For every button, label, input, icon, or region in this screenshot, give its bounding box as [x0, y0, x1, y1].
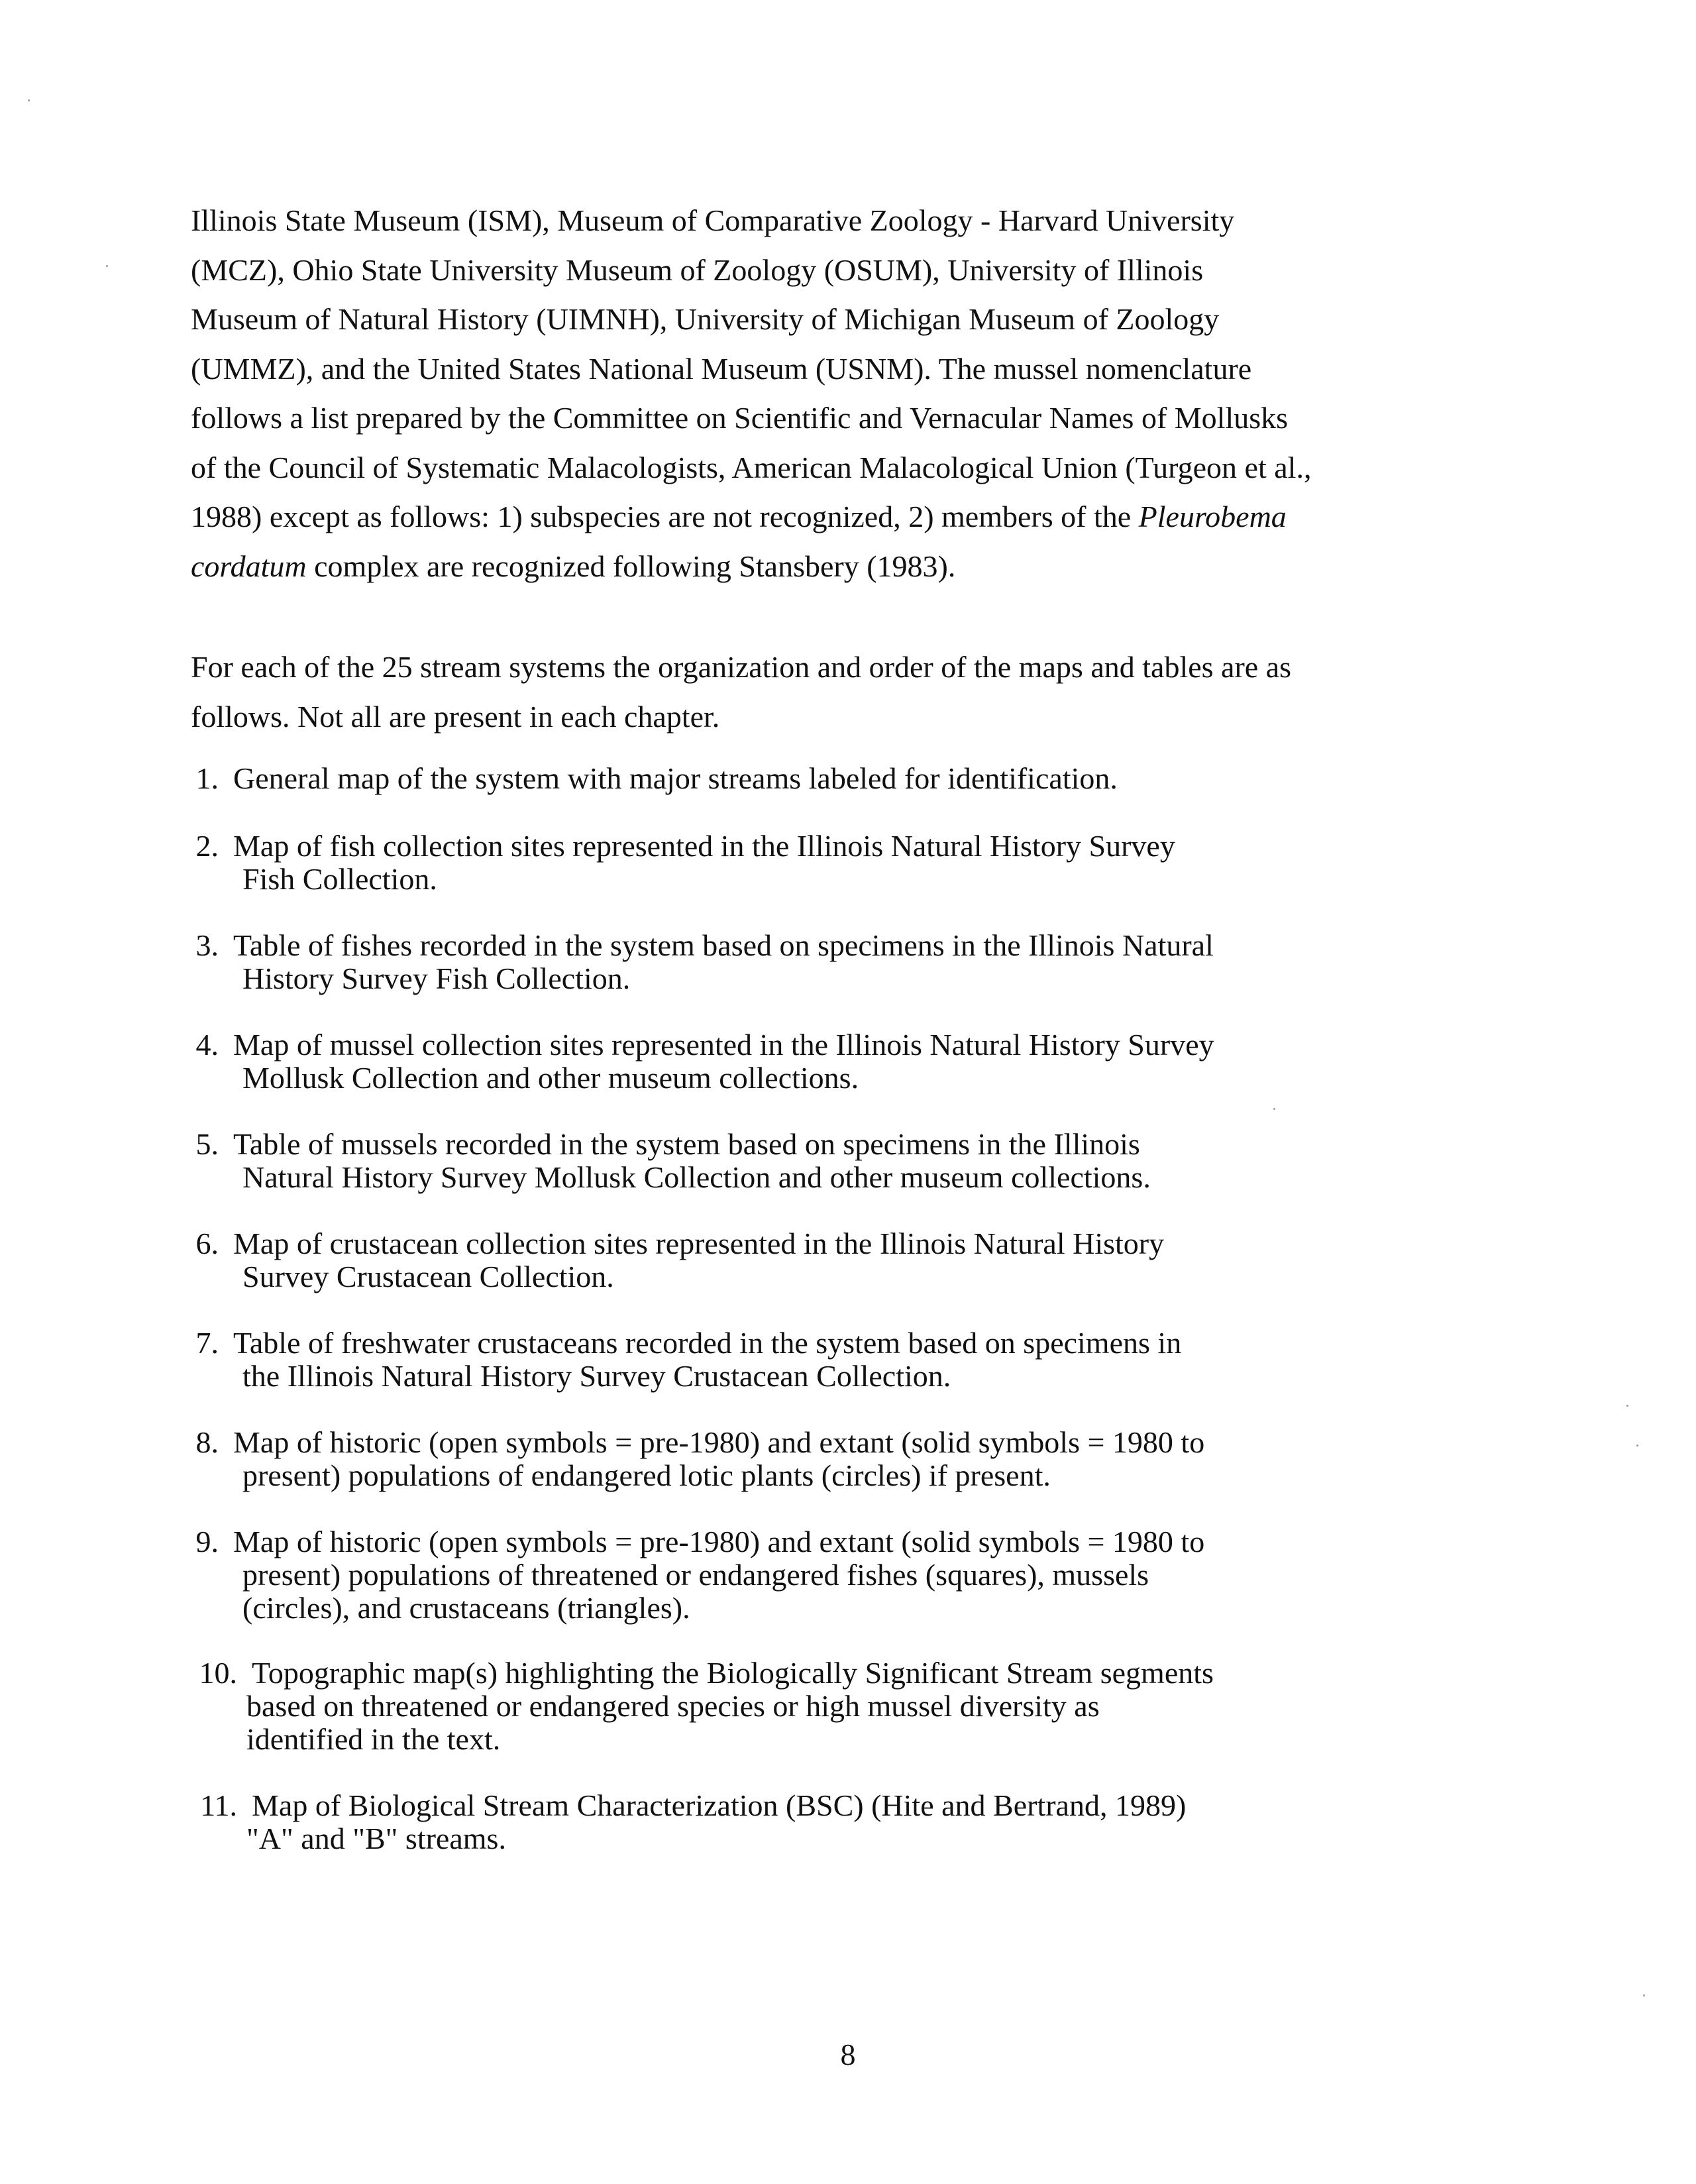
intro-line-7-text: 1988) except as follows: 1) subspecies are not recognized, 2) members of the — [191, 500, 1139, 533]
intro-line-3: Museum of Natural History (UIMNH), University of Michigan Museum of Zoology — [191, 302, 1220, 336]
list-item-line: History Survey Fish Collection. — [242, 961, 631, 995]
list-item-line: General map of the system with major streams labeled for identification. — [233, 761, 1118, 795]
list-item-line: Mollusk Collection and other museum collections. — [242, 1061, 859, 1095]
intro-line-7 — [191, 492, 1476, 542]
list-item-line: present) populations of endangered lotic plants (circles) if present. — [242, 1458, 1051, 1492]
scan-speck — [28, 99, 30, 101]
list-item-line: (circles), and crustaceans (triangles). — [242, 1591, 690, 1625]
list-item-number: 4. — [195, 1028, 219, 1062]
list-item-line: Survey Crustacean Collection. — [242, 1260, 614, 1293]
list-item-number: 7. — [195, 1326, 219, 1360]
list-item-number: 1. — [195, 761, 219, 795]
list-item — [159, 762, 1118, 795]
list-item — [159, 830, 1175, 896]
list-item — [159, 929, 1214, 995]
list-item-line: Map of fish collection sites represented in the Illinois Natural History Survey — [233, 829, 1175, 863]
list-item-number: 2. — [195, 829, 219, 863]
list-item — [159, 1128, 1151, 1194]
list-item — [159, 1227, 1164, 1293]
list-item-line: present) populations of threatened or endangered fishes (squares), mussels — [242, 1558, 1149, 1592]
list-item-number: 6. — [195, 1227, 219, 1260]
list-item-line: Natural History Survey Mollusk Collection and other museum collections. — [242, 1160, 1151, 1194]
list-item — [159, 1657, 1214, 1756]
list-item-number: 11. — [200, 1788, 237, 1822]
intro-line-5: follows a list prepared by the Committee on Scientific and Vernacular Names of Mollusks — [191, 401, 1289, 435]
list-item-line: Map of crustacean collection sites represented in the Illinois Natural History — [233, 1227, 1165, 1260]
list-item-line: "A" and "B" streams. — [246, 1822, 506, 1855]
species-name: cordatum — [191, 549, 307, 583]
list-item-line: Map of historic (open symbols = pre-1980) and extant (solid symbols = 1980 to — [233, 1425, 1205, 1459]
list-item-line: Map of historic (open symbols = pre-1980) and extant (solid symbols = 1980 to — [233, 1525, 1205, 1558]
list-item-line: Topographic map(s) highlighting the Biologically Significant Stream segments — [252, 1656, 1214, 1690]
list-item-line: Table of freshwater crustaceans recorded in the system based on specimens in — [233, 1326, 1182, 1360]
list-item — [159, 1426, 1204, 1492]
list-item — [159, 1789, 1186, 1855]
organization-paragraph — [191, 643, 1476, 741]
list-item-number: 9. — [195, 1525, 219, 1558]
list-item-line: Table of mussels recorded in the system based on specimens in the Illinois — [233, 1127, 1140, 1161]
intro-line-4: (UMMZ), and the United States National Museum (USNM). The mussel nomenclature — [191, 351, 1252, 386]
list-item-number: 3. — [195, 928, 219, 962]
list-item-line: Map of Biological Stream Characterization (BSC) (Hite and Bertrand, 1989) — [252, 1788, 1187, 1822]
list-item-line: identified in the text. — [246, 1722, 501, 1756]
list-item — [159, 1525, 1204, 1625]
organization-line-2: follows. Not all are present in each chapter. — [191, 699, 720, 734]
intro-line-6: of the Council of Systematic Malacologists, American Malacological Union (Turgeon et al., — [191, 450, 1312, 484]
list-item-number: 10. — [199, 1656, 237, 1690]
scan-speck — [1643, 1994, 1645, 1996]
list-item-line: Fish Collection. — [242, 862, 437, 896]
intro-line-8 — [191, 542, 1476, 592]
intro-paragraph — [191, 196, 1476, 591]
list-item-line: based on threatened or endangered species or high mussel diversity as — [246, 1689, 1100, 1723]
intro-line-2: (MCZ), Ohio State University Museum of Zoology (OSUM), University of Illinois — [191, 252, 1204, 287]
list-item-line: Table of fishes recorded in the system based on specimens in the Illinois Natural — [233, 928, 1214, 962]
intro-line-1: Illinois State Museum (ISM), Museum of Comparative Zoology - Harvard University — [191, 203, 1235, 237]
list-item — [159, 1327, 1181, 1393]
scan-speck — [1636, 1445, 1638, 1447]
organization-line-1: For each of the 25 stream systems the organization and order of the maps and tables are as — [191, 650, 1292, 684]
genus-name: Pleurobema — [1138, 500, 1287, 533]
scan-speck — [106, 265, 108, 267]
list-item-number: 5. — [195, 1127, 219, 1161]
scan-speck — [1626, 1405, 1628, 1407]
list-item-number: 8. — [195, 1425, 219, 1459]
scan-speck — [1273, 1108, 1275, 1110]
list-item-line: the Illinois Natural History Survey Crustacean Collection. — [242, 1359, 951, 1393]
list-item — [159, 1028, 1214, 1095]
intro-line-8-text: complex are recognized following Stansbery (1983). — [306, 549, 956, 583]
page-number: 8 — [840, 2038, 856, 2071]
list-item-line: Map of mussel collection sites represented in the Illinois Natural History Survey — [233, 1028, 1214, 1062]
